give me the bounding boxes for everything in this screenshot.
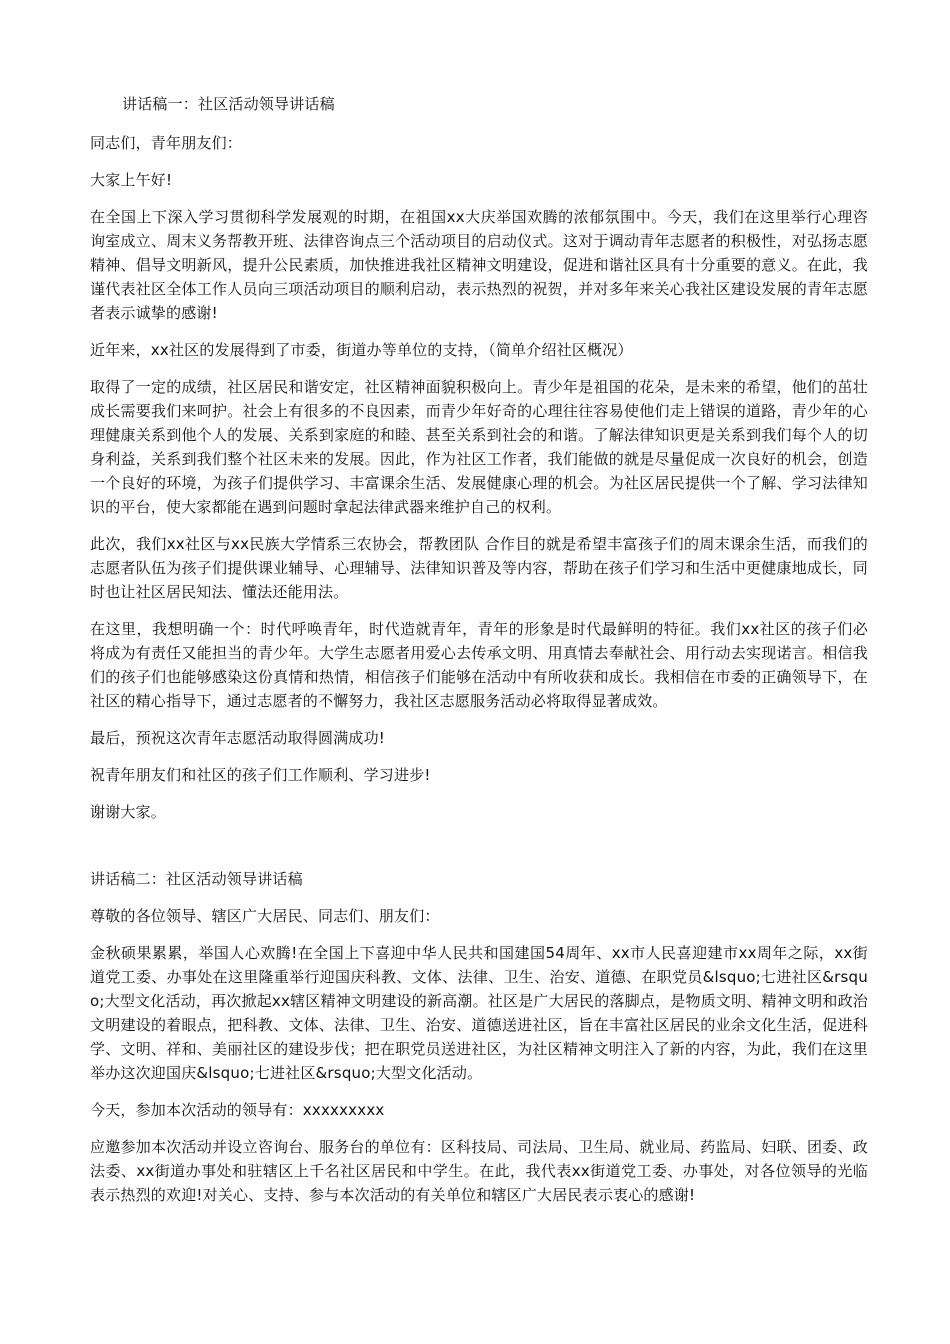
speech1-paragraph: 最后，预祝这次青年志愿活动取得圆满成功! [90,729,386,747]
speech2-paragraph: 金秋硕果累累，举国人心欢腾!在全国上下喜迎中华人民共和国建国54周年、xx市人民喜迎建市xx周年之际，xx街道党工委、办事处在这里隆重举行迎国庆科教、文体、法律、卫生、治安、道德、在职党员&lsquo;七进社区&rsquo;大型文化活动，再次掀起xx辖区精神文明建设的新高潮。社区是广大居民的落脚点，是物质文明、精神文明和政治文明建设的着眼点，把科教、文体、法律、卫生、治安、道德送进社区，旨在丰富社区居民的业余文化生活，促进科学、文明、祥和、美丽社区的建设步伐；把在职党员送进社区，为社区精神文明注入了新的内容，为此，我们在这里举办这次迎国庆&lsquo;七进社区&rsquo;大型文化活动。 [90,944,868,1082]
speech1-paragraph: 取得了一定的成绩，社区居民和谐安定，社区精神面貌积极向上。青少年是祖国的花朵，是未来的希望，他们的茁壮成长需要我们来呵护。社会上有很多的不良因素，而青少年好奇的心理往往容易使他们走上错误的道路，青少年的心理健康关系到他个人的发展、关系到家庭的和睦、甚至关系到社会的和谐。了解法律知识更是关系到我们每个人的切身利益，关系到我们整个社区未来的发展。因此，作为社区工作者，我们能做的就是尽量促成一次良好的机会，创造一个良好的环境，为孩子们提供学习、丰富课余生活、发展健康心理的机会。为社区居民提供一个了解、学习法律知识的平台，使大家都能在遇到问题时拿起法律武器来维护自己的权利。 [90,378,868,516]
speech1-title: 讲话稿一：社区活动领导讲话稿 [122,95,335,113]
section-gap [90,837,868,867]
speech1-paragraph: 此次，我们xx社区与xx民族大学情系三农协会，帮教团队 合作目的就是希望丰富孩子们的周末课余生活，而我们的志愿者队伍为孩子们提供课业辅导、心理辅导、法律知识普及等内容，帮助在孩子们学习和生活中更健康地成长，同时也让社区居民知法、懂法还能用法。 [90,535,868,601]
document-page [90,92,868,1220]
speech1-paragraph: 祝青年朋友们和社区的孩子们工作顺利、学习进步! [90,766,431,784]
speech2-paragraph: 应邀参加本次活动并设立咨询台、服务台的单位有：区科技局、司法局、卫生局、就业局、药监局、妇联、团委、政法委、xx街道办事处和驻辖区上千名社区居民和中学生。在此，我代表xx街道党工委、办事处，对各位领导的光临表示热烈的欢迎!对关心、支持、参与本次活动的有关单位和辖区广大居民表示衷心的感谢! [90,1138,868,1204]
speech1-paragraph: 在全国上下深入学习贯彻科学发展观的时期，在祖国xx大庆举国欢腾的浓郁氛围中。今天，我们在这里举行心理咨询室成立、周末义务帮教开班、法律咨询点三个活动项目的启动仪式。这对于调动青年志愿者的积极性，对弘扬志愿精神、倡导文明新风，提升公民素质，加快推进我社区精神文明建设，促进和谐社区具有十分重要的意义。在此，我谨代表社区全体工作人员向三项活动项目的顺利启动，表示热烈的祝贺，并对多年来关心我社区建设发展的青年志愿者表示诚挚的感谢! [90,208,868,322]
speech1-paragraph: 大家上午好! [90,171,173,189]
speech1-paragraph: 同志们，青年朋友们： [90,134,243,152]
speech1-paragraph: 谢谢大家。 [90,803,167,821]
speech1-paragraph: 在这里，我想明确一个：时代呼唤青年，时代造就青年，青年的形象是时代最鲜明的特征。我们xx社区的孩子们必将成为有责任又能担当的青少年。大学生志愿者用爱心去传承文明、用真情去奉献社会、用行动去实现诺言。相信我们的孩子们也能够感染这份真情和热情，相信孩子们能够在活动中有所收获和成长。我相信在市委的正确领导下，在社区的精心指导下，通过志愿者的不懈努力，我社区志愿服务活动必将取得显著成效。 [90,620,868,710]
speech2-paragraph: 尊敬的各位领导、辖区广大居民、同志们、朋友们： [90,907,440,925]
speech2-paragraph: 今天，参加本次活动的领导有：xxxxxxxxx [90,1101,385,1119]
speech2-title: 讲话稿二：社区活动领导讲话稿 [90,870,303,888]
speech1-paragraph: 近年来，xx社区的发展得到了市委，街道办等单位的支持，（简单介绍社区概况） [90,341,633,359]
